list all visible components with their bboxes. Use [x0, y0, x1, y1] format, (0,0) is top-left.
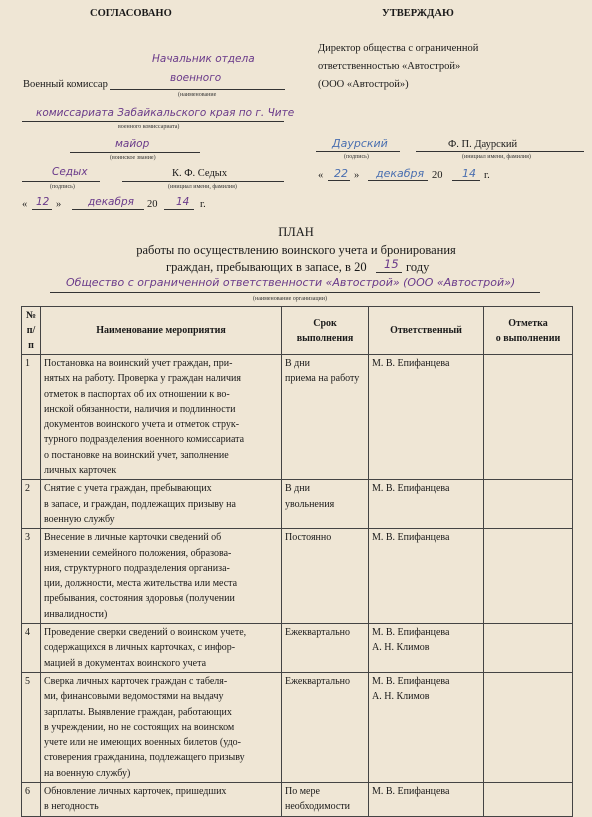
row-mark: [484, 672, 573, 782]
row-num: 6: [22, 783, 41, 817]
name-line-left: [122, 181, 284, 182]
row-term: В дни приема на работу: [282, 355, 369, 480]
row-resp: М. В. Епифанцева А. Н. Климов: [369, 672, 484, 782]
name-sedykh: К. Ф. Седых: [172, 168, 228, 179]
year-suffix-right: г.: [484, 170, 490, 181]
day-right: 22: [334, 167, 348, 180]
row-resp: М. В. Епифанцева: [369, 529, 484, 624]
header-mark: Отметка о выполнении: [484, 307, 573, 355]
row-resp: М. В. Епифанцева: [369, 783, 484, 817]
name-line-right: [416, 151, 584, 152]
caption-sign-left: (подпись): [50, 184, 75, 190]
row-resp: М. В. Епифанцева: [369, 480, 484, 529]
table-header-row: [22, 307, 573, 355]
row-name: Внесение в личные карточки сведений об изменении семейного положения, образова- ния, структурного подразделения организа- ции, должности, места жительства или места пребывания, состояния здоровья (получении инвалидности): [41, 529, 282, 624]
year-right: 14: [462, 167, 476, 180]
header-num: № п/п: [22, 307, 41, 355]
plan-year-handwritten: 15: [384, 257, 399, 271]
row-num: 2: [22, 480, 41, 529]
sign-line-left: [22, 181, 100, 182]
year-line-left: [164, 209, 194, 210]
quote-close-left: »: [56, 199, 62, 210]
row-mark: [484, 480, 573, 529]
table-row: [22, 624, 573, 673]
month-left: декабря: [88, 196, 134, 208]
director-line3: (ООО «Автострой»): [318, 79, 409, 90]
row-num: 3: [22, 529, 41, 624]
row-name: Обновление личных карточек, пришедших в негодность: [41, 783, 282, 817]
caption-org: военного комиссариата): [118, 124, 180, 130]
row-name: Снятие с учета граждан, пребывающих в запасе, и граждан, подлежащих призыву на военную службу: [41, 480, 282, 529]
row-name: Сверка личных карточек граждан с табеля- ми, финансовыми ведомостями на выдачу зарплаты. Выявление граждан, работающих в учреждении, но не состоящих на воинском учете или не имеющих военных билетов (удо- стоверения гражданина, подлежащего призыву на военную службу): [41, 672, 282, 782]
row-num: 5: [22, 672, 41, 782]
sign-line-right: [316, 151, 400, 152]
year-prefix-left: 20: [147, 199, 158, 210]
position-line: [110, 89, 285, 90]
row-mark: [484, 783, 573, 817]
month-right: декабря: [376, 167, 425, 180]
org-line: [22, 121, 284, 122]
rank-line: [70, 152, 200, 153]
month-line-right: [368, 180, 428, 181]
plan-subtitle-line2-suffix: году: [406, 260, 430, 274]
plan-year-line: [376, 272, 402, 273]
row-resp: М. В. Епифанцева А. Н. Климов: [369, 624, 484, 673]
row-term: По мере необходимости: [282, 783, 369, 817]
caption-initials-left: (инициал имени, фамилия): [168, 184, 237, 190]
org-handwritten-2: комиссариата Забайкальского края по г. Чите: [36, 107, 295, 119]
right-header: УТВЕРЖДАЮ: [382, 8, 454, 19]
row-resp: М. В. Епифанцева: [369, 355, 484, 480]
director-line1: Директор обществa с ограниченной: [318, 43, 479, 54]
row-term: Ежеквартально: [282, 672, 369, 782]
quote-open-left: «: [22, 199, 28, 210]
row-num: 4: [22, 624, 41, 673]
header-resp: Ответственный: [369, 307, 484, 355]
caption-sign-right: (подпись): [344, 154, 369, 160]
name-daursky: Ф. П. Даурский: [448, 139, 518, 150]
day-left: 12: [36, 196, 50, 208]
year-prefix-right: 20: [432, 170, 443, 181]
position-handwritten: Начальник отдела: [152, 53, 255, 65]
plan-table: [21, 306, 573, 817]
year-line-right: [452, 180, 480, 181]
caption-rank: (воинское звание): [110, 155, 156, 161]
quote-close-right: »: [354, 170, 360, 181]
signature-sedykh: Седых: [52, 166, 88, 178]
row-term: Ежеквартально: [282, 624, 369, 673]
military-commissar-label: Военный комиссар: [23, 79, 108, 90]
director-line2: ответственностью «Автострой»: [318, 61, 461, 72]
table-row: [22, 529, 573, 624]
table-row: [22, 783, 573, 817]
plan-caption-org: (наименование организации): [253, 296, 327, 302]
plan-subtitle-line1: работы по осуществлению воинского учета и бронирования: [136, 243, 456, 257]
left-header: СОГЛАСОВАНО: [90, 8, 172, 19]
day-line-right: [328, 180, 350, 181]
row-name: Постановка на воинский учет граждан, при- нятых на работу. Проверка у граждан наличия отметок в паспортах об их отношении к во- инской обязанности, наличия и подлинности документов воинского учета и отметок струк- турного подразделения военного комиссариата о постановке на воинский учет, заполнение личных карточек: [41, 355, 282, 480]
org-handwritten-1: военного: [170, 72, 222, 84]
rank-handwritten: майор: [115, 138, 150, 150]
table-row: [22, 480, 573, 529]
year-suffix-left: г.: [200, 199, 206, 210]
row-term: Постоянно: [282, 529, 369, 624]
row-mark: [484, 355, 573, 480]
row-mark: [484, 529, 573, 624]
plan-org-line: [50, 292, 540, 293]
header-name: Наименование мероприятия: [41, 307, 282, 355]
caption-name: (наименование: [178, 92, 217, 98]
plan-title: ПЛАН: [278, 225, 314, 239]
year-left: 14: [176, 196, 190, 208]
signature-daursky: Даурский: [332, 137, 388, 150]
table-row: [22, 672, 573, 782]
caption-initials-right: (инициал имени, фамилия): [462, 154, 531, 160]
header-term: Срок выполнения: [282, 307, 369, 355]
plan-subtitle-line2-prefix: граждан, пребывающих в запасе, в 20: [166, 260, 367, 274]
plan-org-handwritten: Общество с ограниченной ответственности «Автострой» (ООО «Автострой»): [66, 276, 516, 289]
table-row: [22, 355, 573, 480]
row-name: Проведение сверки сведений о воинском учете, содержащихся в личных карточках, с инфор- мацией в документах воинского учета: [41, 624, 282, 673]
quote-open-right: «: [318, 170, 324, 181]
row-term: В дни увольнения: [282, 480, 369, 529]
month-line-left: [72, 209, 144, 210]
row-num: 1: [22, 355, 41, 480]
day-line-left: [32, 209, 52, 210]
row-mark: [484, 624, 573, 673]
